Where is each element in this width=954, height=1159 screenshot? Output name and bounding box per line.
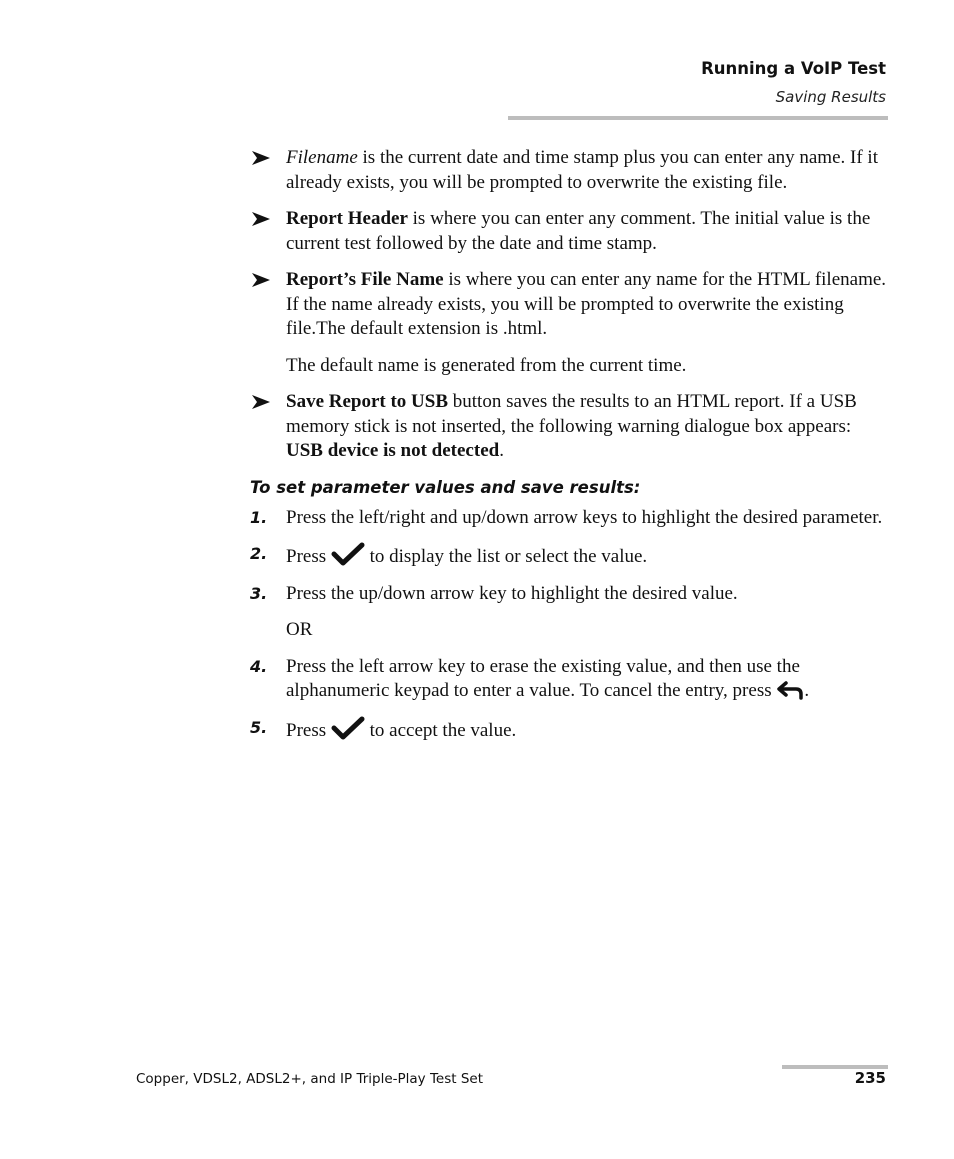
bullet-text: button saves the results to an HTML report. If a USB memory stick is not inserted, the following warning dialogue box appears:	[286, 391, 857, 437]
bullet-term: Report Header	[286, 208, 408, 229]
bullet-text: is the current date and time stamp plus you can enter any name. If it already exists, you will be prompted to overwrite the existing file.	[286, 147, 878, 193]
usb-warning-text: USB device is not detected	[286, 440, 500, 461]
back-arrow-icon	[776, 680, 804, 700]
section-title: Saving Results	[775, 88, 886, 106]
step-number: 5.	[250, 717, 268, 737]
procedure-heading: To set parameter values and save results:	[250, 477, 641, 497]
step-number: 4.	[250, 656, 268, 676]
arrow-bullet-icon	[250, 270, 272, 290]
bullet-save-report-usb: Save Report to USB button saves the results to an HTML report. If a USB memory stick is not inserted, the following warning dialogue box appears: USB device is not detected.	[250, 390, 890, 464]
bullet-report-header	[250, 207, 890, 256]
arrow-bullet-icon	[250, 392, 272, 412]
page-content	[250, 146, 890, 755]
running-header	[701, 58, 886, 108]
bullet-term: Save Report to USB	[286, 391, 449, 412]
step-number: 1.	[250, 507, 268, 527]
bullet-term: Report’s File Name	[286, 269, 444, 290]
step-2: 2. Press to display the list or select the value.	[250, 544, 648, 567]
bullet-report-file-name	[250, 268, 890, 342]
or-separator: OR	[286, 619, 313, 640]
bullet-term: Filename	[286, 147, 358, 168]
step-text: Press the up/down arrow key to highlight the desired value.	[286, 582, 738, 604]
bullet-filename	[250, 146, 890, 195]
page-number: 235	[854, 1069, 886, 1087]
default-name-note: The default name is generated from the current time.	[286, 354, 687, 376]
step-number: 3.	[250, 583, 268, 603]
checkmark-icon	[331, 716, 365, 740]
step-3	[250, 582, 890, 607]
arrow-bullet-icon	[250, 148, 272, 168]
step-number: 2.	[250, 544, 268, 563]
bullet-text: is where you can enter any name for the HTML filename. If the name already exists, you will be prompted to overwrite the existing file.The default extension is .html.	[286, 269, 887, 339]
checkmark-icon	[331, 542, 365, 566]
step-1	[250, 506, 890, 531]
bullet-text: is where you can enter any comment. The initial value is the current test followed by the date and time stamp.	[286, 208, 871, 254]
footer-product-name: Copper, VDSL2, ADSL2+, and IP Triple-Play Test Set	[136, 1071, 484, 1087]
arrow-bullet-icon	[250, 209, 272, 229]
header-rule	[508, 116, 888, 120]
step-text: Press the left/right and up/down arrow keys to highlight the desired parameter.	[286, 506, 883, 528]
chapter-title: Running a VoIP Test	[701, 59, 886, 78]
step-5: 5. Press to accept the value.	[250, 717, 517, 741]
step-4: 4. Press the left arrow key to erase the existing value, and then use the alphanumeric keypad to enter a value. To cancel the entry, press .	[250, 655, 810, 701]
